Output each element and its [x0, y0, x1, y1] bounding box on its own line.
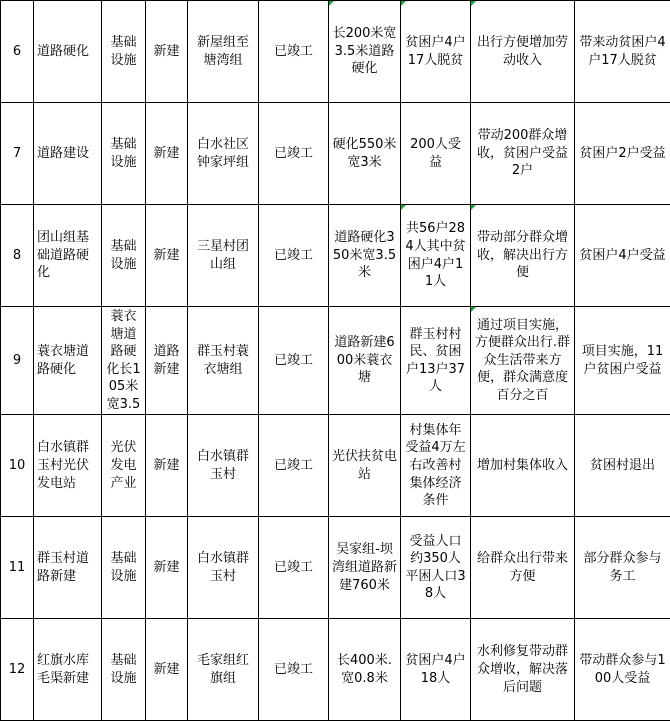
cell-scale: 吴家组-坝湾组道路新建760米 — [329, 517, 401, 619]
cell-category: 光伏发电产业 — [102, 415, 146, 517]
cell-status: 已竣工 — [259, 103, 329, 205]
cell-beneficiaries: 贫困户4户17人脱贫 — [401, 1, 471, 103]
cell-project-name: 白水镇群玉村光伏发电站 — [34, 415, 102, 517]
table-row — [1, 619, 670, 721]
cell-number: 7 — [1, 103, 34, 205]
cell-category: 基础设施 — [102, 103, 146, 205]
cell-income-effect: 通过项目实施，方便群众出行.群众生活带来方便，群众满意度百分之百 — [471, 307, 575, 415]
cell-construction-type: 新建 — [146, 517, 188, 619]
cell-construction-type: 新建 — [146, 205, 188, 307]
cell-construction-type: 新建 — [146, 1, 188, 103]
cell-status: 已竣工 — [259, 205, 329, 307]
table-row — [1, 205, 670, 307]
cell-number: 10 — [1, 415, 34, 517]
cell-beneficiaries: 共56户284人其中贫困户4户11人 — [401, 205, 471, 307]
cell-income-effect: 给群众出行带来方便 — [471, 517, 575, 619]
cell-beneficiaries: 群玉村村民、贫困户13户37人 — [401, 307, 471, 415]
cell-beneficiaries: 贫困户4户18人 — [401, 619, 471, 721]
cell-poverty-effect: 贫困村退出 — [575, 415, 670, 517]
cell-status: 已竣工 — [259, 517, 329, 619]
cell-location: 群玉村蓑衣塘组 — [188, 307, 259, 415]
cell-beneficiaries: 受益人口约350人平困人口38人 — [401, 517, 471, 619]
table-row — [1, 103, 670, 205]
cell-location: 新屋组至塘湾组 — [188, 1, 259, 103]
cell-project-name: 蓑衣塘道路硬化 — [34, 307, 102, 415]
table-row — [1, 415, 670, 517]
cell-poverty-effect: 项目实施，11户贫困户受益 — [575, 307, 670, 415]
cell-scale: 硬化550米宽3米 — [329, 103, 401, 205]
table-row — [1, 517, 670, 619]
cell-category: 基础设施 — [102, 1, 146, 103]
cell-number: 12 — [1, 619, 34, 721]
cell-location: 三星村团山组 — [188, 205, 259, 307]
cell-status: 已竣工 — [259, 1, 329, 103]
cell-construction-type: 新建 — [146, 415, 188, 517]
cell-location: 白水社区钟家坪组 — [188, 103, 259, 205]
cell-category: 蓑衣塘道路硬化长105米宽3.5 — [102, 307, 146, 415]
cell-poverty-effect: 贫困户4户受益 — [575, 205, 670, 307]
cell-scale: 道路硬化350米宽3.5米 — [329, 205, 401, 307]
cell-poverty-effect: 部分群众参与务工 — [575, 517, 670, 619]
cell-poverty-effect: 贫困户2户受益 — [575, 103, 670, 205]
cell-project-name: 团山组基础道路硬化 — [34, 205, 102, 307]
cell-category: 基础设施 — [102, 205, 146, 307]
cell-category: 基础设施 — [102, 619, 146, 721]
cell-project-name: 道路建设 — [34, 103, 102, 205]
cell-construction-type: 新建 — [146, 103, 188, 205]
cell-status: 已竣工 — [259, 415, 329, 517]
cell-number: 6 — [1, 1, 34, 103]
cell-scale: 道路新建600米蓑衣塘 — [329, 307, 401, 415]
cell-income-effect: 带动200群众增收，贫困户受益2户 — [471, 103, 575, 205]
cell-project-name: 群玉村道路新建 — [34, 517, 102, 619]
cell-beneficiaries: 200人受益 — [401, 103, 471, 205]
cell-number: 8 — [1, 205, 34, 307]
table-body — [1, 1, 670, 721]
cell-income-effect: 带动部分群众增收，解决出行方便 — [471, 205, 575, 307]
cell-poverty-effect: 带来动贫困户4户17人脱贫 — [575, 1, 670, 103]
table-row — [1, 1, 670, 103]
table-row — [1, 307, 670, 415]
cell-location: 毛家组红旗组 — [188, 619, 259, 721]
cell-number: 11 — [1, 517, 34, 619]
cell-project-name: 红旗水库毛渠新建 — [34, 619, 102, 721]
cell-location: 白水镇群玉村 — [188, 415, 259, 517]
cell-beneficiaries: 村集体年受益4万左右改善村集体经济条件 — [401, 415, 471, 517]
cell-poverty-effect: 带动群众参与100人受益 — [575, 619, 670, 721]
cell-number: 9 — [1, 307, 34, 415]
cell-scale: 光伏扶贫电站 — [329, 415, 401, 517]
cell-project-name: 道路硬化 — [34, 1, 102, 103]
cell-status: 已竣工 — [259, 619, 329, 721]
cell-income-effect: 增加村集体收入 — [471, 415, 575, 517]
cell-status: 已竣工 — [259, 307, 329, 415]
cell-category: 基础设施 — [102, 517, 146, 619]
cell-scale: 长400米.宽0.8米 — [329, 619, 401, 721]
cell-income-effect: 出行方便增加劳动收入 — [471, 1, 575, 103]
cell-income-effect: 水利修复带动群众增收，解决落后问题 — [471, 619, 575, 721]
cell-construction-type: 道路新建 — [146, 307, 188, 415]
cell-location: 白水镇群玉村 — [188, 517, 259, 619]
cell-construction-type: 新建 — [146, 619, 188, 721]
cell-scale: 长200米宽3.5米道路硬化 — [329, 1, 401, 103]
